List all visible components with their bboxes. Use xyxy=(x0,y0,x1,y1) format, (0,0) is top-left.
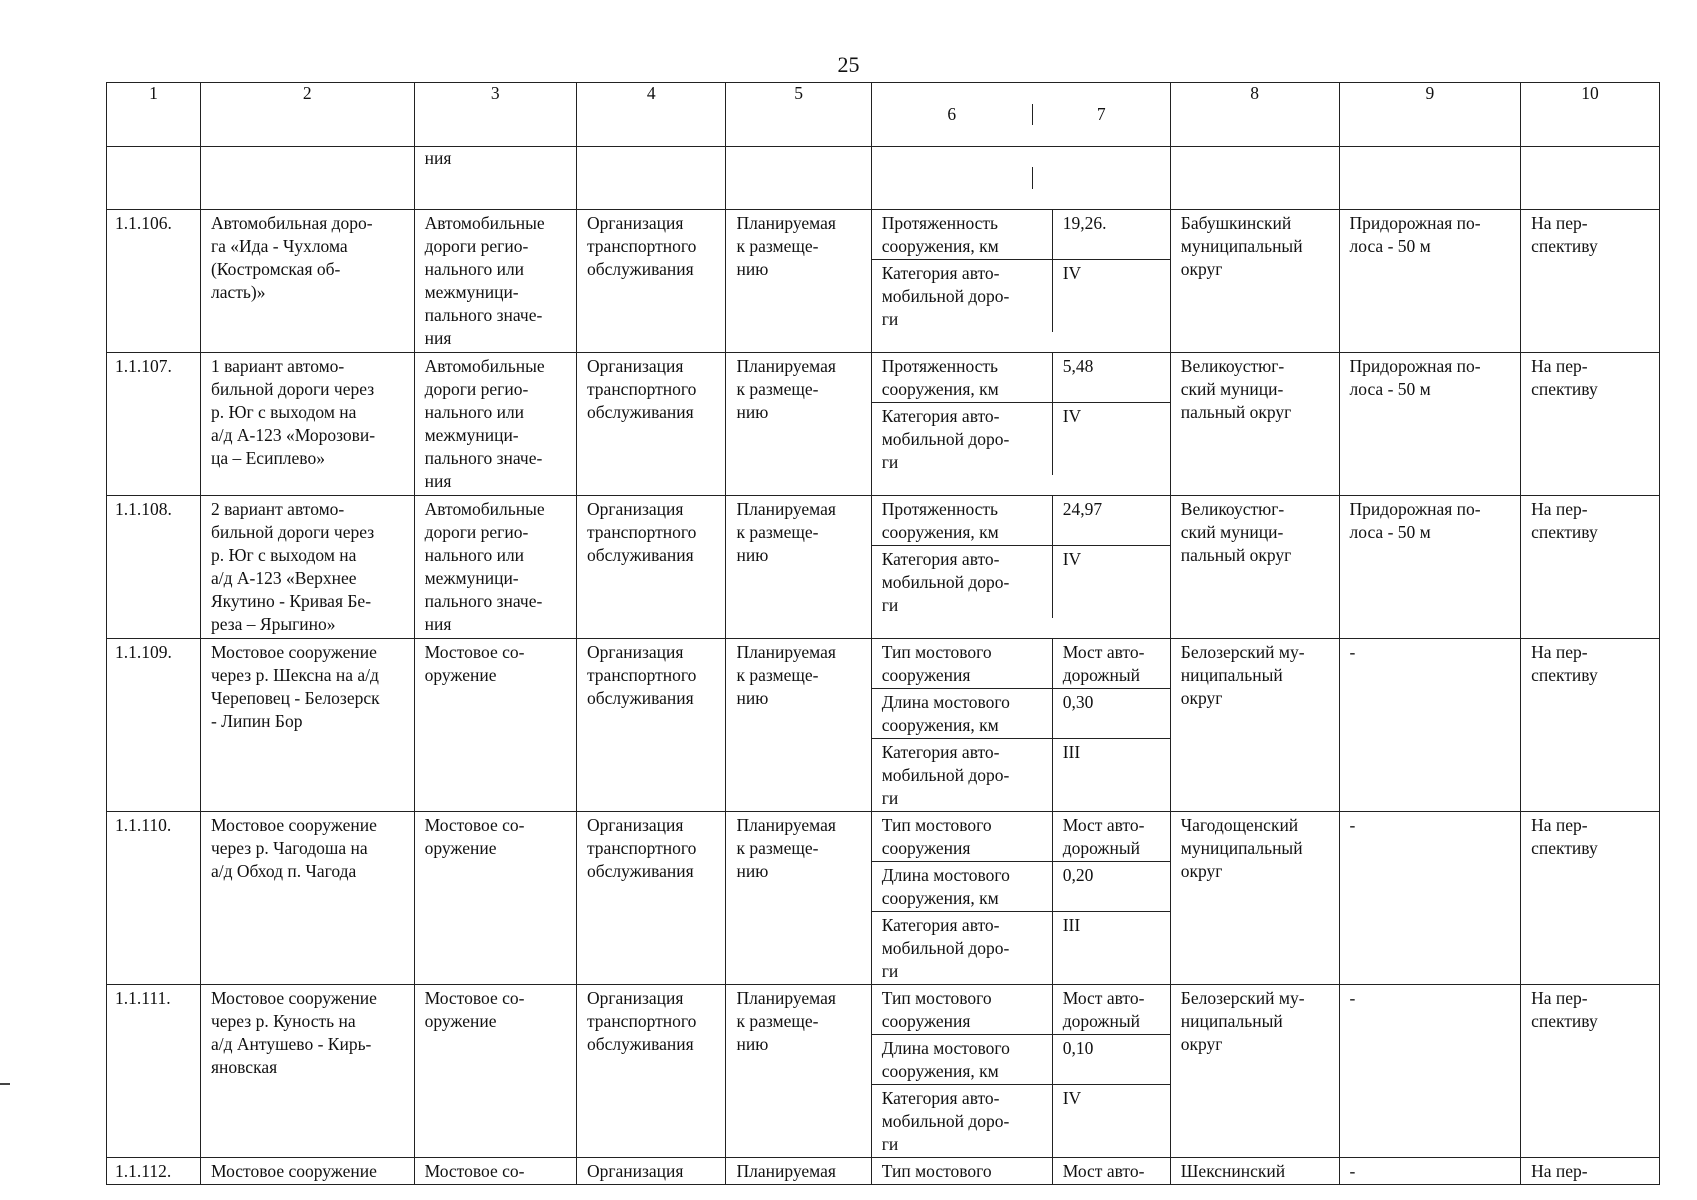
parameter-label: Длина мостового сооружения, км xyxy=(872,862,1053,912)
table-row xyxy=(107,1158,1660,1185)
implementation-term: На пер- спективу xyxy=(1521,353,1660,496)
object-location: Бабушкинский муниципальный округ xyxy=(1170,210,1339,353)
object-name: Мостовое сооружение xyxy=(200,1158,414,1185)
column-number-pair xyxy=(871,83,1170,147)
object-status: Планируемая к размеще- нию xyxy=(726,812,871,985)
object-parameters xyxy=(871,985,1170,1158)
object-type: Мостовое со- оружение xyxy=(414,985,576,1158)
implementation-term: На пер- спективу xyxy=(1521,210,1660,353)
object-location: Белозерский му- ниципальный округ xyxy=(1170,985,1339,1158)
object-purpose: Организация транспортного обслуживания xyxy=(576,985,726,1158)
margin-mark xyxy=(0,1083,10,1085)
column-number-row xyxy=(107,83,1660,147)
row-number: 1.1.112. xyxy=(107,1158,201,1185)
object-parameters xyxy=(871,639,1170,812)
object-parameters xyxy=(871,496,1170,639)
object-location: Белозерский му- ниципальный округ xyxy=(1170,639,1339,812)
object-name: Мостовое сооружение через р. Куность на а/д Антушево - Кирь- яновская xyxy=(200,985,414,1158)
column-number: 2 xyxy=(200,83,414,147)
object-status: Планируемая xyxy=(726,1158,871,1185)
object-status: Планируемая к размеще- нию xyxy=(726,353,871,496)
column-number: 3 xyxy=(414,83,576,147)
parameter-label: Категория авто- мобильной доро- ги xyxy=(881,263,1010,329)
table-row xyxy=(107,812,1660,985)
implementation-term: На пер- xyxy=(1521,1158,1660,1185)
parameter-value: III xyxy=(1052,739,1170,812)
parameter-label: Тип мостового сооружения xyxy=(872,812,1053,862)
object-purpose: Организация транспортного обслуживания xyxy=(576,210,726,353)
parameter-value: 0,30 xyxy=(1052,689,1170,739)
page-number: 25 xyxy=(837,52,860,77)
table-row xyxy=(107,639,1660,812)
column-number: 9 xyxy=(1339,83,1521,147)
implementation-term: На пер- спективу xyxy=(1521,639,1660,812)
column-number: 6 xyxy=(947,104,957,124)
column-number: 4 xyxy=(576,83,726,147)
protection-zone: Придорожная по- лоса - 50 м xyxy=(1339,210,1521,353)
object-name: 1 вариант автомо- бильной дороги через р. Юг с выходом на а/д А-123 «Морозови- ца – Есиплево» xyxy=(200,353,414,496)
object-name: 2 вариант автомо- бильной дороги через р. Юг с выходом на а/д А-123 «Верхнее Якутино - Кривая Бе- реза – Ярыгино» xyxy=(200,496,414,639)
row-number: 1.1.106. xyxy=(107,210,201,353)
object-location: Шекснинский xyxy=(1170,1158,1339,1185)
parameter-label: Категория авто- мобильной доро- ги xyxy=(881,742,1010,808)
parameter-label: Протяженность сооружения, км xyxy=(872,210,1053,260)
parameter-value: IV xyxy=(1052,403,1170,476)
object-type: Автомобильные дороги регио- нального или межмуници- пального значе- ния xyxy=(414,210,576,353)
object-location: Чагодощенский муниципальный округ xyxy=(1170,812,1339,985)
column-number: 1 xyxy=(107,83,201,147)
protection-zone: - xyxy=(1339,985,1521,1158)
protection-zone: Придорожная по- лоса - 50 м xyxy=(1339,496,1521,639)
object-parameters xyxy=(871,210,1170,353)
object-purpose: Организация транспортного обслуживания xyxy=(576,496,726,639)
object-status: Планируемая к размеще- нию xyxy=(726,985,871,1158)
protection-zone: - xyxy=(1339,812,1521,985)
object-status: Планируемая к размеще- нию xyxy=(726,496,871,639)
protection-zone: - xyxy=(1339,1158,1521,1185)
parameter-value: Мост авто- дорожный xyxy=(1052,639,1170,689)
parameter-label: Категория авто- мобильной доро- ги xyxy=(881,915,1010,981)
parameter-value: 5,48 xyxy=(1052,353,1170,403)
parameter-value: IV xyxy=(1052,1085,1170,1158)
parameter-value: Мост авто- дорожный xyxy=(1052,812,1170,862)
object-purpose: Организация транспортного обслуживания xyxy=(576,812,726,985)
table-row xyxy=(107,985,1660,1158)
implementation-term: На пер- спективу xyxy=(1521,812,1660,985)
continuation-text: ния xyxy=(414,147,576,210)
parameter-label: Тип мостового сооружения xyxy=(872,985,1053,1035)
parameter-value: IV xyxy=(1052,260,1170,333)
parameter-label: Тип мостового xyxy=(881,1161,992,1181)
column-number: 10 xyxy=(1521,83,1660,147)
object-purpose: Организация транспортного обслуживания xyxy=(576,353,726,496)
object-parameters xyxy=(871,812,1170,985)
protection-zone: - xyxy=(1339,639,1521,812)
parameter-value: Мост авто- xyxy=(1052,1158,1170,1184)
parameter-value: III xyxy=(1052,912,1170,985)
parameter-value: 0,20 xyxy=(1052,862,1170,912)
parameter-label: Категория авто- мобильной доро- ги xyxy=(881,406,1010,472)
table-row xyxy=(107,210,1660,353)
parameter-label: Тип мостового сооружения xyxy=(872,639,1053,689)
parameter-value: 0,10 xyxy=(1052,1035,1170,1085)
object-type: Мостовое со- оружение xyxy=(414,812,576,985)
object-parameters xyxy=(871,1158,1170,1185)
object-name: Автомобильная доро- га «Ида - Чухлома (Костромская об- ласть)» xyxy=(200,210,414,353)
object-location: Великоустюг- ский муници- пальный округ xyxy=(1170,496,1339,639)
row-number: 1.1.107. xyxy=(107,353,201,496)
object-name: Мостовое сооружение через р. Шексна на а/д Череповец - Белозерск - Липин Бор xyxy=(200,639,414,812)
column-number: 7 xyxy=(1032,104,1170,125)
continuation-row xyxy=(107,147,1660,210)
parameter-value: IV xyxy=(1052,546,1170,619)
parameter-label: Длина мостового сооружения, км xyxy=(872,689,1053,739)
object-name: Мостовое сооружение через р. Чагодоша на а/д Обход п. Чагода xyxy=(200,812,414,985)
parameter-label: Длина мостового сооружения, км xyxy=(872,1035,1053,1085)
parameter-value: Мост авто- дорожный xyxy=(1052,985,1170,1035)
object-parameters xyxy=(871,353,1170,496)
parameter-label: Категория авто- мобильной доро- ги xyxy=(881,1088,1010,1154)
parameter-label: Протяженность сооружения, км xyxy=(872,496,1053,546)
row-number: 1.1.111. xyxy=(107,985,201,1158)
object-type: Мостовое со- xyxy=(414,1158,576,1185)
object-purpose: Организация транспортного обслуживания xyxy=(576,639,726,812)
column-number: 8 xyxy=(1170,83,1339,147)
road-objects-table xyxy=(106,82,1660,1185)
object-type: Автомобильные дороги регио- нального или межмуници- пального значе- ния xyxy=(414,496,576,639)
row-number: 1.1.110. xyxy=(107,812,201,985)
object-purpose: Организация xyxy=(576,1158,726,1185)
table-row xyxy=(107,496,1660,639)
table-row xyxy=(107,353,1660,496)
column-number: 5 xyxy=(726,83,871,147)
parameter-label: Протяженность сооружения, км xyxy=(872,353,1053,403)
object-status: Планируемая к размеще- нию xyxy=(726,210,871,353)
implementation-term: На пер- спективу xyxy=(1521,496,1660,639)
object-status: Планируемая к размеще- нию xyxy=(726,639,871,812)
row-number: 1.1.109. xyxy=(107,639,201,812)
object-location: Великоустюг- ский муници- пальный округ xyxy=(1170,353,1339,496)
parameter-value: 24,97 xyxy=(1052,496,1170,546)
protection-zone: Придорожная по- лоса - 50 м xyxy=(1339,353,1521,496)
object-type: Автомобильные дороги регио- нального или межмуници- пального значе- ния xyxy=(414,353,576,496)
implementation-term: На пер- спективу xyxy=(1521,985,1660,1158)
parameter-value: 19,26. xyxy=(1052,210,1170,260)
row-number: 1.1.108. xyxy=(107,496,201,639)
object-type: Мостовое со- оружение xyxy=(414,639,576,812)
parameter-label: Категория авто- мобильной доро- ги xyxy=(881,549,1010,615)
